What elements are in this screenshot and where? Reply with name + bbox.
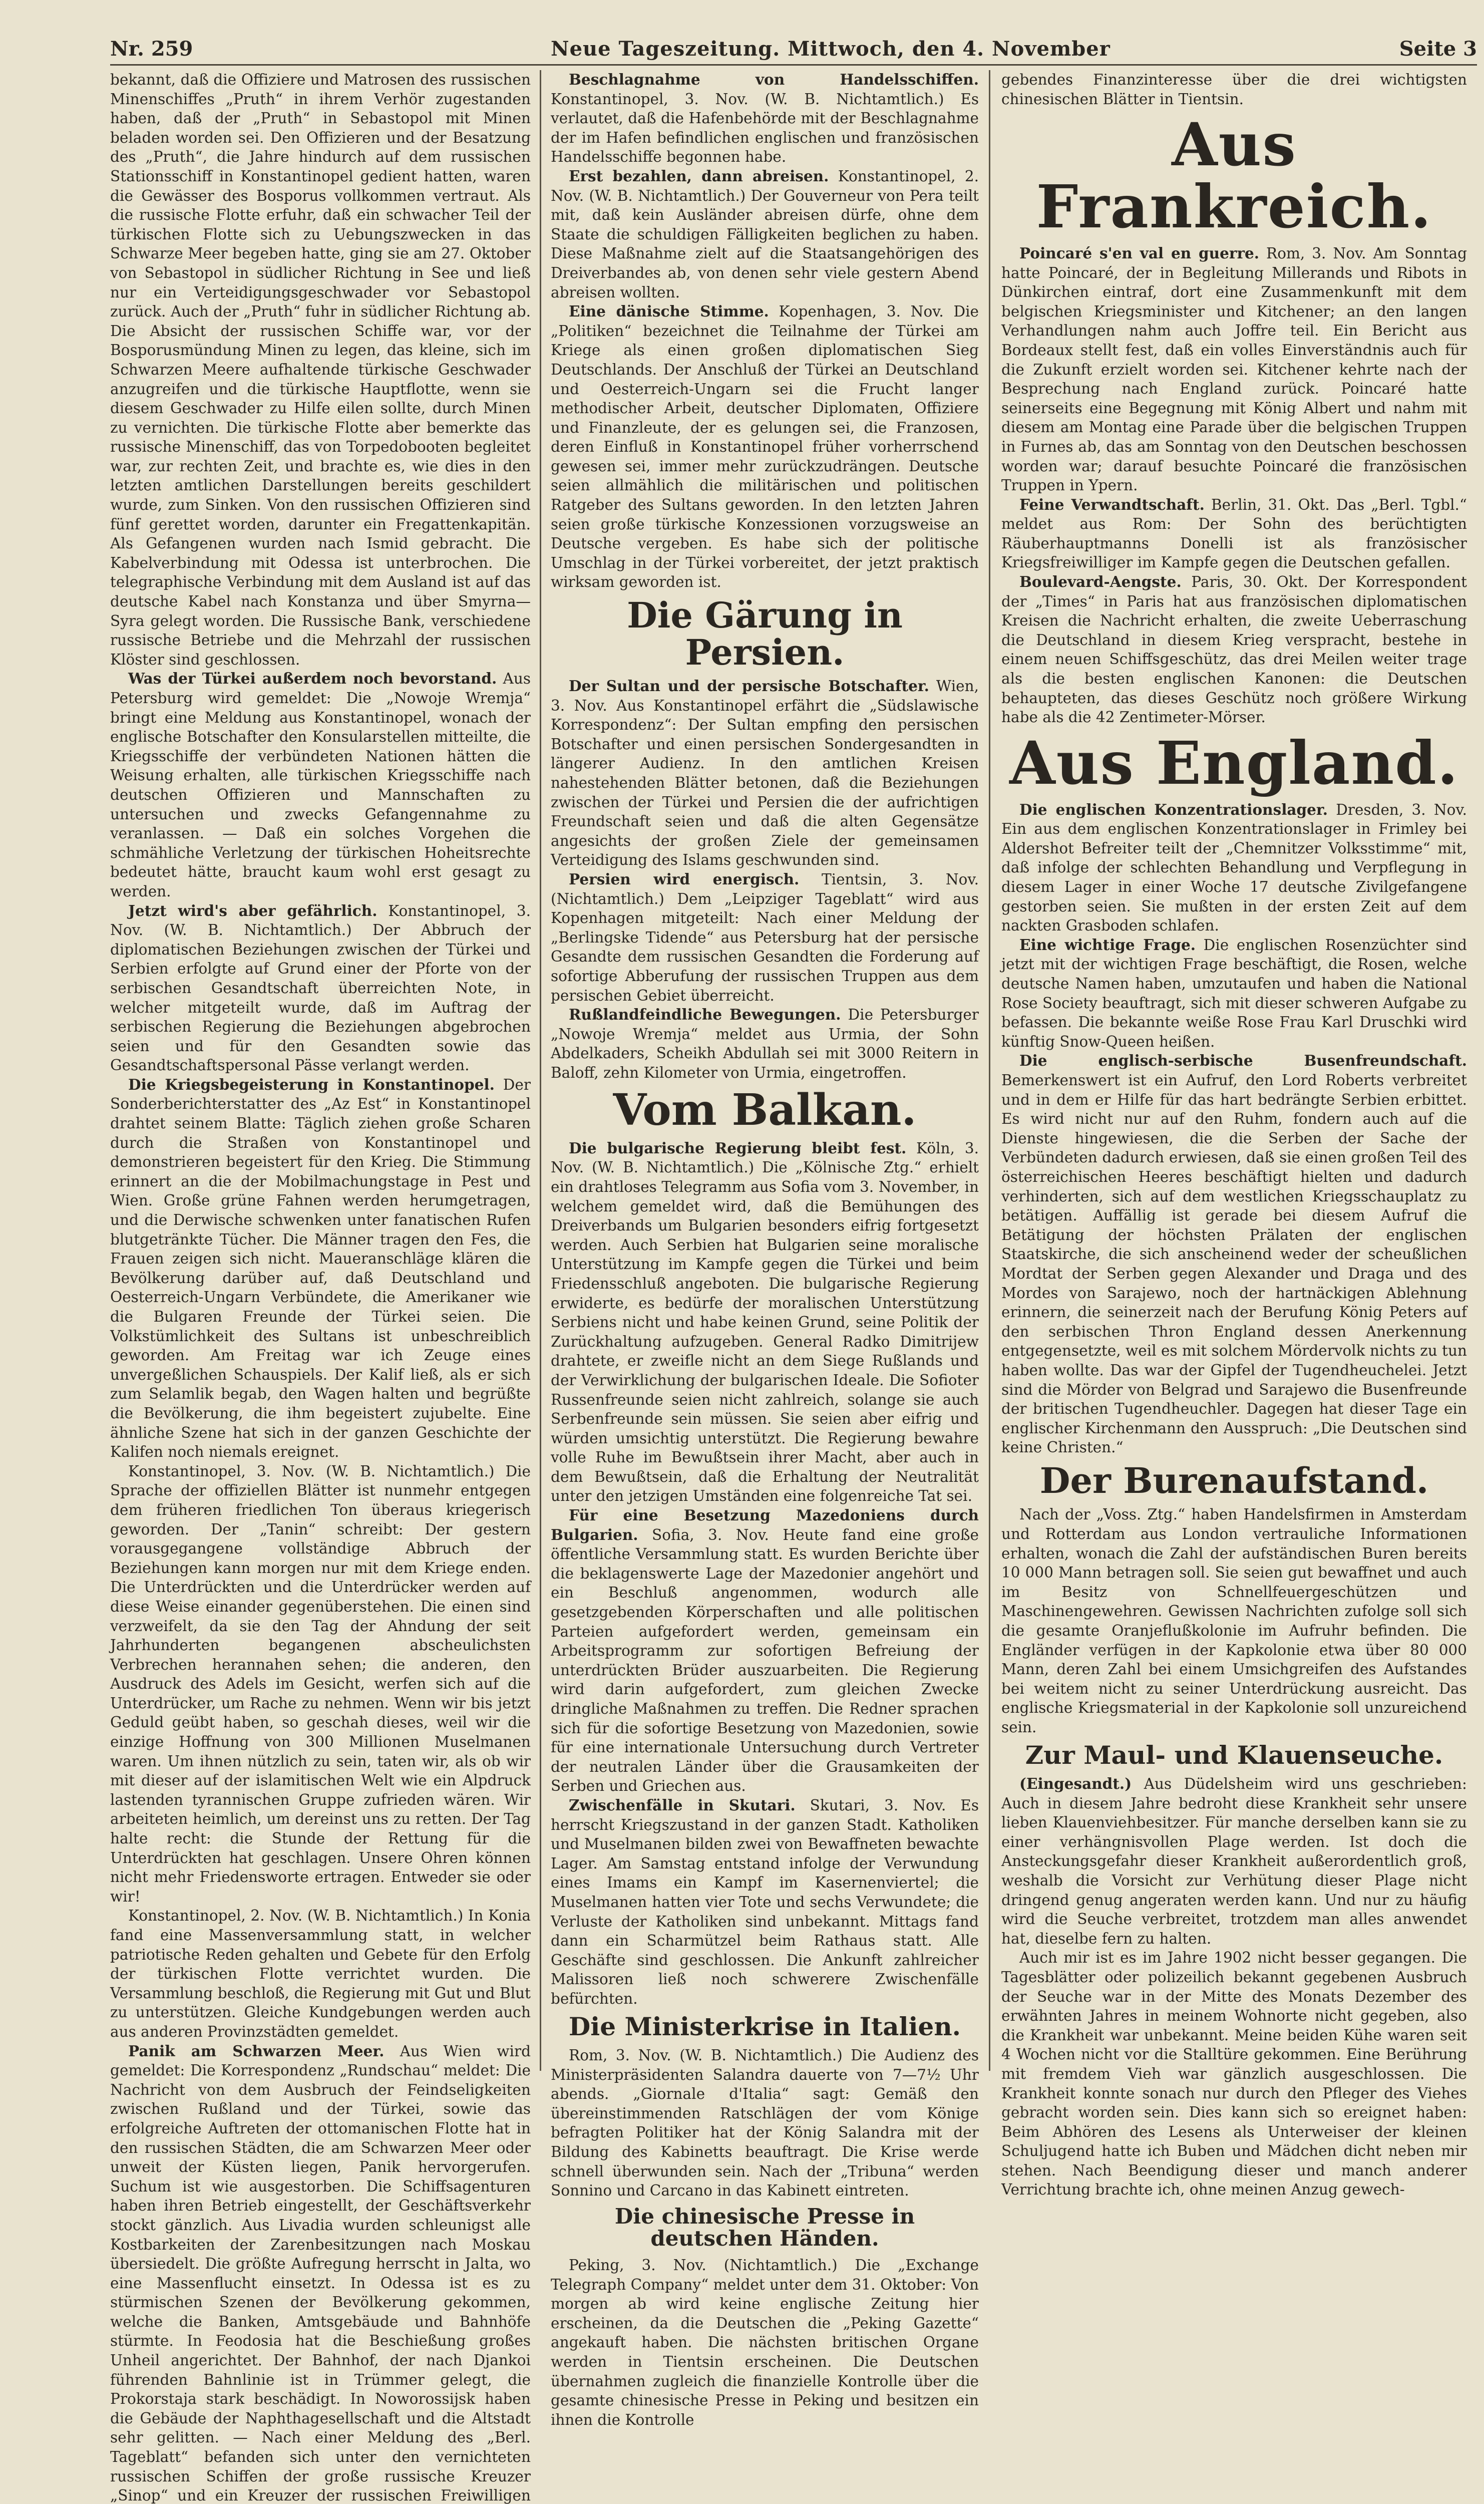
- paragraph-text: Paris, 30. Okt. Der Korrespondent der „Times“ in Paris hat aus französischen diplomatischen Kreisen die Nachricht erhalten, die zweite Ueberraschung die Deutschland in diesem Krieg verspracht, bestehe in einem neuen Schiffsgeschütz, das drei Meilen weiter trage als die besten englischen Kanonen: die Deutschen behaupteten, das dieses Geschütz noch größere Wirkung habe als die 42 Zentimeter-Mörser.: [1001, 573, 1467, 726]
- column-1: [110, 70, 531, 2504]
- article-paragraph: [1001, 572, 1467, 727]
- paragraph-text: Aus Wien wird gemeldet: Die Korrespondenz „Rundschau“ meldet: Die Nachricht von dem Ausbruch der Feindseligkeiten zwischen Rußland und der Türkei, sowie das erfolgreiche Auftreten der ottomanischen Flotte hat in den russischen Städten, die am Schwarzen Meer oder unweit der Küsten liegen, Panik hervorgerufen. Suchum ist wie ausgestorben. Die Schiffsagenturen haben ihren Betrieb eingestellt, der Geschäftsverkehr stockt gänzlich. Aus Livadia wurden schleunigst alle Kostbarkeiten der Zarenbesitzungen nach Moskau übersiedelt. Die größte Aufregung herrscht in Jalta, wo eine Massenflucht einsetzt. In Odessa ist es zu stürmischen Szenen der Bevölkerung gekommen, welche die Banken, Amtsgebäude und Bahnhöfe stürmte. In Feodosia hat die Beschießung großes Unheil angerichtet. Der Bahnhof, der nach Djankoi führenden Bahnlinie ist in Trümmer gelegt, die Prokorstaja stark beschädigt. In Noworossijsk haben die Gebäude der Naphthagesellschaft und die Altstadt sehr gelitten. — Nach einer Meldung des „Berl. Tageblatt“ befanden sich unter den vernichteten russischen Schiffen der große russische Kreuzer „Sinop“ und ein Kreuzer der russischen Freiwilligen: [110, 2042, 531, 2504]
- paragraph-lead: Die englischen Konzentrationslager.: [1019, 800, 1328, 818]
- article-paragraph: [551, 167, 979, 302]
- paragraph-lead: Was der Türkei außerdem noch bevorstand.: [128, 670, 497, 688]
- paragraph-lead: Feine Verwandtschaft.: [1019, 495, 1205, 513]
- section-headline-boer-uprising: Der Burenaufstand.: [1039, 1459, 1429, 1501]
- section-headline-france: Aus Frankreich.: [1036, 110, 1432, 242]
- paragraph-text: Berlin, 31. Okt. Das „Berl. Tgbl.“ meldet aus Rom: Der Sohn des berüchtigten Räuberhauptmanns Donelli ist als französischer Kriegsfreiwilliger im Kampfe gegen die Deutschen gefallen.: [1001, 496, 1467, 571]
- article-paragraph: [551, 1506, 979, 1796]
- article-paragraph: [110, 901, 531, 1075]
- paragraph-text: Skutari, 3. Nov. Es herrscht Kriegszustand in der ganzen Stadt. Katholiken und Muselmanen bilden zwei von Bewaffneten bewachte Lager. Am Samstag entstand infolge der Verwundung eines Imams ein Kampf im Kasernenviertel; die Muselmanen hatten vier Tote und sechs Verwundete; die Verluste der Katholiken sind unbekannt. Mittags fand dann ein Scharmützel beim Rathaus statt. Alle Geschäfte sind geschlossen. Die Ankunft zahlreicher Malissoren ließ noch schwerere Zwischenfälle befürchten.: [551, 1796, 979, 2007]
- paragraph-lead: Panik am Schwarzen Meer.: [128, 2042, 385, 2060]
- paragraph-text: Köln, 3. Nov. (W. B. Nichtamtlich.) Die „Kölnische Ztg.“ erhielt ein drahtloses Telegramm aus Sofia vom 3. November, in welchem gemeldet wird, daß die Bemühungen des Dreiverbands um Bulgarien besonders eifrig fortgesetzt werden. Auch Serbien hat Bulgarien seine moralische Unterstützung im Kampfe gegen die Türkei und beim Friedensschluß angeboten. Die bulgarische Regierung erwiderte, es bedürfe der moralischen Unterstützung Serbiens nicht und habe keinen Grund, seine Politik der Zurückhaltung aufzugeben. General Radko Dimitrijew drahtete, er zweifle nicht an dem Siege Rußlands und der Verwirklichung der bulgarischen Ideale. Die Sofioter Russenfreunde seien nicht zahlreich, solange sie auch Serbenfreunde sein müssen. Sie seien aber eifrig und würden umsichtig unterstützt. Die Regierung bewahre volle Ruhe im Bewußtsein ihrer Macht, aber auch in dem Bewußtsein, daß die Erhaltung der Neutralität unter den jetzigen Umständen eine folgenreiche Tat sei.: [551, 1139, 979, 1505]
- section-headline-italy: Die Ministerkrise in Italien.: [568, 2011, 961, 2041]
- section-headline-england: Aus England.: [1009, 728, 1459, 798]
- article-paragraph: Peking, 3. Nov. (Nichtamtlich.) Die „Exchange Telegraph Company“ meldet unter dem 31. Oktober: Von morgen ab wird keine englische Zeitung hier erscheinen, da die Deutschen die „Peking Gazette“ angekauft haben. Die nächsten britischen Organe werden in Tientsin erscheinen. Die Deutschen übernahmen zugleich die finanzielle Kontrolle über die gesamte chinesische Presse in Peking und besitzen ein ihnen die Kontrolle: [551, 2256, 979, 2428]
- paragraph-lead: Beschlagnahme von Handelsschiffen.: [569, 71, 979, 88]
- article-paragraph: Konstantinopel, 3. Nov. (W. B. Nichtamtlich.) Die Sprache der offiziellen Blätter ist nunmehr entgegen dem früheren friedlichen Ton überaus kriegerisch geworden. Der „Tanin“ schreibt: Der gestern vorausgegangene vollständige Abbruch der Beziehungen kann morgen nur mit dem Kriege enden. Die Unterdrückten und die Unterdrücker werden auf diese Weise einander gegenüberstehen. Die einen sind verzweifelt, da sie den Tag der Ahndung der seit Jahrhunderten begangenen abscheulichsten Verbrechen herannahen sehen; die anderen, den Ausdruck des Adels im Gesicht, werfen sich auf die Unterdrücker, um Rache zu nehmen. Wenn wir bis jetzt Geduld geübt haben, so geschah dieses, weil wir die einzige Hoffnung von 300 Millionen Muselmanen waren. Um ihnen nützlich zu sein, taten wir, als ob wir mit dieser auf der islamitischen Welt wie ein Alpdruck lastenden tyrannischen Gruppe zufrieden wären. Wir arbeiteten heimlich, um dereinst uns zu retten. Der Tag halte recht: die Stunde der Rettung für die Unterdrückten hat geschlagen. Unsere Ohren können nicht mehr Friedensworte ertragen. Entweder sie oder wir!: [110, 1462, 531, 1905]
- article-paragraph: [551, 870, 979, 1005]
- article-paragraph: [551, 677, 979, 870]
- page-header: [110, 34, 1477, 66]
- paragraph-lead: Eine wichtige Frage.: [1019, 935, 1196, 954]
- paragraph-text: Konstantinopel, 3. Nov. (W. B. Nichtamtlich.) Der Abbruch der diplomatischen Beziehungen zwischen der Türkei und Serbien erfolgte auf Grund einer der Pforte von der serbischen Gesandtschaft überreichten Note, in welcher mitgeteilt wurde, daß im Auftrag der serbischen Regierung die Beziehungen abgebrochen seien und für den Gesandten sowie das Gesandtschaftspersonal Pässe verlangt werden.: [110, 902, 531, 1074]
- paragraph-lead: Erst bezahlen, dann abreisen.: [569, 167, 829, 185]
- article-paragraph: Konstantinopel, 2. Nov. (W. B. Nichtamtlich.) In Konia fand eine Massenversammlung statt, in welcher patriotische Reden gehalten und Gebete für den Erfolg der türkischen Flotte verrichtet wurden. Die Versammlung beschloß, die Regierung mit Gut und Blut zu unterstützen. Gleiche Kundgebungen werden auch aus anderen Provinzstädten gemeldet.: [110, 1907, 531, 2040]
- paragraph-text: Dresden, 3. Nov. Ein aus dem englischen Konzentrationslager in Frimley bei Aldershot Befreiter teilt der „Chemnitzer Volksstimme“ mit, daß infolge der schlechten Behandlung und Verpflegung in diesem Lager in einer Woche 17 deutsche Zivilgefangene gestorben seien. Sie mußten in der ersten Zeit auf dem nackten Grasboden schlafen.: [1001, 801, 1467, 934]
- article-paragraph: [1001, 244, 1467, 495]
- section-headline-foot-and-mouth: Zur Maul- und Klauenseuche.: [1025, 1740, 1443, 1770]
- paragraph-text: Sofia, 3. Nov. Heute fand eine große öffentliche Versammlung statt. Es wurden Berichte über die beklagenswerte Lage der Mazedonier angehört und ein Beschluß angenommen, wodurch alle gesetzgebenden Körperschaften und alle politischen Parteien aufgefordert werden, gemeinsam ein Arbeitsprogramm zur sofortigen Befreiung der unterdrückten Brüder auszuarbeiten. Die Regierung wird darin aufgefordert, zum gleichen Zwecke dringliche Maßnahmen zu treffen. Die Redner sprachen sich für die sofortige Besetzung von Mazedonien, sowie für eine internationale Untersuchung durch Vertreter der neutralen Länder über die Grausamkeiten der Serben und Griechen aus.: [551, 1526, 979, 1795]
- paragraph-lead: Jetzt wird's aber gefährlich.: [128, 901, 378, 919]
- paragraph-text: Der Sonderberichterstatter des „Az Est“ in Konstantinopel drahtet seinem Blatte: Täglich ziehen große Scharen durch die Straßen von Konstantinopel und demonstrieren begeistert für den Krieg. Die Stimmung erinnert an die der Mobilmachungstage in Pest und Wien. Große grüne Fahnen werden herumgetragen, und die Derwische schwenken unter fanatischen Rufen blutgetränkte Tücher. Die Männer tragen den Fes, die Frauen zeigen sich nicht. Maueranschläge klären die Bevölkerung darüber auf, daß Deutschland und Oesterreich-Ungarn Verbündete, die Amerikaner wie die Bulgaren Freunde der Türkei seien. Die Volkstümlichkeit des Sultans ist unbeschreiblich geworden. Am Freitag war ich Zeuge eines unvergeßlichen Schauspiels. Der Kalif ließ, als er sich zum Selamlik begab, den Wagen halten und begrüßte die Bevölkerung, die ihm begeistert zujubelte. Eine ähnliche Szene hat sich in der ganzen Geschichte der Kalifen noch niemals ereignet.: [110, 1076, 531, 1461]
- paragraph-text: Rom, 3. Nov. Am Sonntag hatte Poincaré, der in Begleitung Millerands und Ribots in Dünkirchen eintraf, dort eine Zusammenkunft mit dem belgischen Kriegsminister und Kitchener; an den langen Verhandlungen nahm auch Joffre teil. Ein Bericht aus Bordeaux stellt fest, daß ein volles Einverständnis auch für die Zukunft erzielt worden sei. Kitchener kehrte nach der Besprechung nach England zurück. Poincaré hatte seinerseits eine Begegnung mit König Albert und nahm mit diesem am Montag eine Parade über die belgischen Truppen in Furnes ab, das am Sonntag von den Deutschen beschossen worden war; darauf besuchte Poincaré die französischen Truppen in Ypern.: [1001, 244, 1467, 494]
- article-paragraph: bekannt, daß die Offiziere und Matrosen des russischen Minenschiffes „Pruth“ in ihrem Verhör zugestanden haben, daß der „Pruth“ in Sebastopol mit Minen beladen worden sei. Den Offizieren und der Besatzung des „Pruth“, die Jahre hindurch auf dem russischen Stationsschiff in Konstantinopel gedient hatten, waren die Gewässer des Bosporus vollkommen vertraut. Als die russische Flotte erfuhr, daß ein schwacher Teil der türkischen Flotte sich zu Uebungszwecken in das Schwarze Meer begeben hatte, ging sie am 27. Oktober von Sebastopol in südlicher Richtung in See und ließ nur ein Verteidigungsgeschwader vor Sebastopol zurück. Auch der „Pruth“ fuhr in südlicher Richtung ab. Die Absicht der russischen Schiffe war, vor der Bosporusmündung Minen zu legen, das kleine, sich im Schwarzen Meere aufhaltende türkische Geschwader anzugreifen und die türkische Hauptflotte, wenn sie diesem Geschwader zu Hilfe eilen sollte, durch Minen zu vernichten. Die türkische Flotte aber bemerkte das russische Minenschiff, das von Torpedobooten begleitet war, zur rechten Zeit, und brachte es, wie dies in den letzten amtlichen Darstellungen bereits geschildert wurde, zum Sinken. Von den russischen Offizieren sind fünf gerettet worden, darunter ein Fregattenkapitän. Als Gefangenen wurden nach Ismid gebracht. Die Kabelverbindung mit Odessa ist unterbrochen. Die telegraphische Verbindung mit dem Ausland ist auf das deutsche Kabel nach Konstanza und über Smyrna—Syra gelegt worden. Die Russische Bank, verschiedene russische Betriebe und die Mehrzahl der russischen Klöster sind geschlossen.: [110, 71, 531, 668]
- article-paragraph: [1001, 935, 1467, 1052]
- paragraph-text: Aus Petersburg wird gemeldet: Die „Nowoje Wremja“ bringt eine Meldung aus Konstantinopel, wonach der englische Botschafter den Konsularstellen mitteilte, die Kriegsschiffe der verbündeten Nationen hätten die Weisung erhalten, alle türkischen Kriegsschiffe nach deutschen Offizieren und Mannschaften zu untersuchen und zwecks Gefangennahme zu veranlassen. — Daß ein solches Vorgehen die schmähliche Verletzung der türkischen Hoheitsrechte bedeutet hätte, braucht kaum wohl erst gesagt zu werden.: [110, 670, 531, 900]
- paragraph-lead: Der Sultan und der persische Botschafter.: [569, 677, 929, 695]
- paragraph-text: Die Petersburger „Nowoje Wremja“ meldet aus Urmia, der Sohn Abdelkaders, Scheikh Abdullah sei mit 3000 Reitern in Baloff, zehn Kilometer von Urmia, eingetroffen.: [551, 1006, 979, 1081]
- issue-number: Nr. 259: [110, 37, 193, 61]
- section-headline-balkan: Vom Balkan.: [613, 1084, 917, 1135]
- article-paragraph: [551, 1005, 979, 1082]
- article-paragraph: [110, 1075, 531, 1462]
- paragraph-lead: Boulevard-Aengste.: [1019, 573, 1182, 591]
- article-paragraph: [1001, 1774, 1467, 1948]
- paragraph-text: Kopenhagen, 3. Nov. Die „Politiken“ bezeichnet die Teilnahme der Türkei am Kriege als einen großen diplomatischen Sieg Deutschlands. Der Anschluß der Türkei an Deutschland und Oesterreich-Ungarn sei die Frucht langer methodischer Arbeit, deutscher Diplomaten, Offiziere und Finanzleute, der es gelungen sei, die Franzosen, deren Einfluß in Konstantinopel früher vorherrschend gewesen sei, immer mehr zurückzudrängen. Deutsche seien allmählich die militärischen und politischen Ratgeber des Sultans geworden. In den letzten Jahren seien große türkische Konzessionen vorzugsweise an Deutsche vergeben. Es habe sich der politische Umschlag in der Türkei vorbereitet, der jetzt praktisch wirksam geworden ist.: [551, 303, 979, 591]
- article-paragraph: [110, 669, 531, 901]
- article-paragraph: Auch mir ist es im Jahre 1902 nicht besser gegangen. Die Tagesblätter oder polizeilich bekannt gegebenen Ausbruch der Seuche war in der Mitte des Monats Dezember des erwähnten Jahres in meinem Wohnorte nicht gegeben, also die Krankheit war unbekannt. Meine beiden Kühe waren seit 4 Wochen nicht vor die Stalltüre gekommen. Eine Berührung mit fremdem Vieh war gänzlich ausgeschlossen. Die Krankheit konnte sonach nur durch den Pfleger des Viehes gebracht worden sein. Dies kann sich so ereignet haben: Beim Abhören des Lesens als Unterweiser der kleinen Schuljugend hatte ich Buben und Mädchen dicht neben mir stehen. Nach Beendigung dieser und manch anderer Verrichtung brachte ich, ohne meinen Anzug gewech-: [1001, 1949, 1467, 2199]
- article-paragraph: [1001, 495, 1467, 572]
- paragraph-lead: Die englisch-serbische Busenfreundschaft.: [1019, 1052, 1467, 1070]
- paragraph-lead: (Eingesandt.): [1019, 1775, 1132, 1793]
- page-number: Seite 3: [1399, 37, 1477, 61]
- paragraph-lead: Rußlandfeindliche Bewegungen.: [569, 1006, 841, 1024]
- article-paragraph: [1001, 1051, 1467, 1457]
- paragraph-lead: Eine dänische Stimme.: [569, 302, 769, 321]
- paragraph-lead: Persien wird energisch.: [569, 870, 800, 888]
- paragraph-text: Aus Düdelsheim wird uns geschrieben: Auch in diesem Jahre bedroht diese Krankheit sehr unsere lieben Klauenviehbesitzer. Für manche derselben kann sie zu einer verhängnisvollen Plage werden. Ist doch die Ansteckungsgefahr dieser Krankheit außerordentlich groß, weshalb die Vorsicht zur Verhütung dieser Plage nicht dringend genug angeraten werden kann. Und nur zu häufig wird die Seuche verbreitet, trotzdem man alles anwendet hat, dieselbe fern zu halten.: [1001, 1775, 1467, 1947]
- article-paragraph: Rom, 3. Nov. (W. B. Nichtamtlich.) Die Audienz des Ministerpräsidenten Salandra dauerte von 7—7½ Uhr abends. „Giornale d'Italia“ sagt: Gemäß den übereinstimmenden Ratschlägen der vom Könige befragten Politiker hat der König Salandra mit der Bildung des Kabinetts beauftragt. Die Krise werde schnell überwunden sein. Nach der „Tribuna“ werden Sonnino und Carcano in das Kabinett eintreten.: [551, 2047, 979, 2200]
- article-paragraph: [1001, 800, 1467, 935]
- paragraph-text: Konstantinopel, 2. Nov. (W. B. Nichtamtlich.) Der Gouverneur von Pera teilt mit, daß kein Ausländer abreisen dürfe, ohne dem Staate die schuldigen Fälligkeiten beglichen zu haben. Diese Maßnahme zielt auf die Staatsangehörigen des Dreiverbandes ab, von denen sehr viele gestern Abend abreisen wollten.: [551, 167, 979, 301]
- paragraph-lead: Für eine Besetzung Mazedoniens durch Bulgarien.: [551, 1506, 979, 1543]
- column-rule: [989, 70, 990, 2071]
- column-rule: [540, 70, 541, 2071]
- paragraph-text: Tientsin, 3. Nov. (Nichtamtlich.) Dem „Leipziger Tageblatt“ wird aus Kopenhagen mitgeteilt: Nach einer Meldung der „Berlingske Tidende“ aus Petersburg hat der persische Gesandte dem russischen Gesandten die Forderung auf sofortige Abberufung der russischen Truppen aus dem persischen Gebiet überreicht.: [551, 870, 979, 1004]
- paragraph-lead: Zwischenfälle in Skutari.: [569, 1796, 796, 1814]
- paragraph-lead: Poincaré s'en val en guerre.: [1019, 244, 1260, 262]
- article-paragraph: gebendes Finanzinteresse über die drei wichtigsten chinesischen Blätter in Tientsin.: [1001, 71, 1467, 108]
- paragraph-text: Wien, 3. Nov. Aus Konstantinopel erfährt die „Südslawische Korrespondenz“: Der Sultan empfing den persischen Botschafter und einen persischen Sondergesandten in längerer Audienz. In den amtlichen Kreisen nahestehenden Blätter betonen, daß die Beziehungen zwischen der Türkei und Persien die der aufrichtigen Freundschaft seien und daß die alten Gegensätze angesichts der großen Ziele der gemeinsamen Verteidigung des Islams geschwunden sind.: [551, 678, 979, 869]
- column-3: [1001, 70, 1467, 2199]
- section-headline-persia: Die Gärung in Persien.: [627, 594, 903, 673]
- paragraph-text: Bemerkenswert ist ein Aufruf, den Lord Roberts verbreitet und in dem er Hilfe für das hart bedrängte Serbien erbittet. Es wird nicht nur auf den Ruhm, fondern auch auf die Dienste hingewiesen, die die Serben der Sache der Verbündeten dadurch erwiesen, daß sie einen großen Teil des österreichischen Heeres beschäftigt hielten und dadurch verhinderten, sich auf dem westlichen Kriegsschauplatz zu betätigen. Auffällig ist gerade bei diesem Aufruf die Betätigung der höchsten Prälaten der englischen Staatskirche, die sich anscheinend weder der scheußlichen Mordtat der Serben gegen Alexander und Draga und des Mordes von Sarajewo, noch der hartnäckigen Ablehnung erinnern, die seinerzeit nach der Berufung König Peters auf den serbischen Thron England dessen Anerkennung entgegensetzte, weil es mit solchem Mördervolk nichts zu tun haben wollte. Das war der Gipfel der Tugendheuchelei. Jetzt sind die Mörder von Belgrad und Sarajewo die Busenfreunde der britischen Tugendheuchler. Dagegen hat dieser Tage ein englischer Kirchenmann den Ausspruch: „Die Deutschen sind keine Christen.“: [1001, 1072, 1467, 1456]
- column-2: [551, 70, 979, 2428]
- article-paragraph: [551, 1139, 979, 1506]
- article-paragraph: [551, 70, 979, 167]
- article-paragraph: [110, 2042, 531, 2504]
- article-paragraph: [551, 1796, 979, 2009]
- article-paragraph: Nach der „Voss. Ztg.“ haben Handelsfirmen in Amsterdam und Rotterdam aus London vertrauliche Informationen erhalten, wonach die Zahl der aufständischen Buren bereits 10 000 Mann betragen soll. Sie seien gut bewaffnet und auch im Besitz von Schnellfeuergeschützen und Maschinengewehren. Gewissen Nachrichten zufolge soll sich die gesamte Oranjeflußkolonie im Aufruhr befinden. Die Engländer verfügen in der Kapkolonie etwa über 80 000 Mann, deren Zahl bei einem Umsichgreifen des Aufstandes bei weitem nicht zu seiner Unterdrückung ausreicht. Das englische Kriegsmaterial in der Kapkolonie soll unzureichend sein.: [1001, 1506, 1467, 1736]
- section-headline-china: Die chinesische Presse in deutschen Händen.: [614, 2204, 915, 2251]
- paragraph-text: Die englischen Rosenzüchter sind jetzt mit der wichtigen Frage beschäftigt, die Rosen, welche deutsche Namen haben, umzutaufen und haben die National Rose Society beauftragt, sich mit dieser schweren Aufgabe zu befassen. Die bekannte weiße Rose Frau Karl Druschki wird künftig Snow-Queen heißen.: [1001, 936, 1467, 1050]
- article-paragraph: [551, 302, 979, 592]
- masthead: Neue Tageszeitung. Mittwoch, den 4. November: [551, 37, 1110, 61]
- paragraph-lead: Die Kriegsbegeisterung in Konstantinopel.: [128, 1075, 495, 1093]
- paragraph-lead: Die bulgarische Regierung bleibt fest.: [569, 1139, 907, 1157]
- paragraph-text: Konstantinopel, 3. Nov. (W. B. Nichtamtlich.) Es verlautet, daß die Hafenbehörde mit der Beschlagnahme der im Hafen befindlichen englischen und französischen Handelsschiffe begonnen habe.: [551, 90, 979, 166]
